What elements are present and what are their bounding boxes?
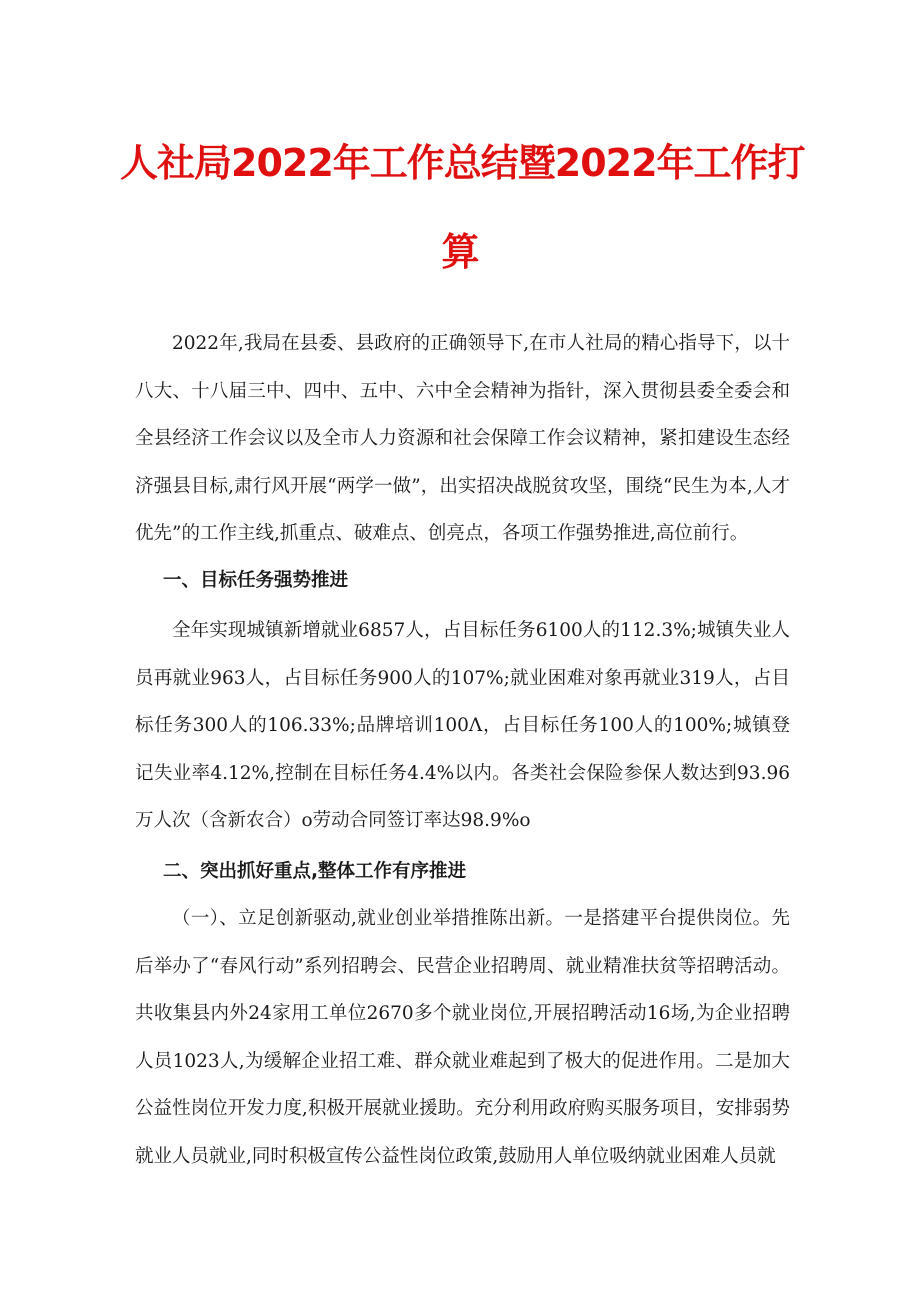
document-title-line-1: 人社局2022年工作总结暨2022年工作打 <box>120 141 805 185</box>
section-2-heading: 二、突出抓好重点,整体工作有序推进 <box>163 861 467 882</box>
section-1-heading: 一、目标任务强势推进 <box>163 570 349 591</box>
document-title-line-2: 算 <box>441 230 479 274</box>
intro-paragraph: 2022年,我局在县委、县政府的正确领导下,在市人社局的精心指导下，以十八大、十八届三中、四中、五中、六中全会精神为指针，深入贯彻县委全委会和全县经济工作会议以及全市人力资源和社会保障工作会议精神，紧扣建设生态经济强县目标,肃行风开展“两学一做”，出实招决战脱贫攻坚，围绕“民生为本,人才优先”的工作主线,抓重点、破难点、创亮点，各项工作强势推进,高位前行。 <box>135 333 790 544</box>
section-2-paragraph: （一）、立足创新驱动,就业创业举措推陈出新。一是搭建平台提供岗位。先后举办了“春风行动”系列招聘会、民营企业招聘周、就业精准扶贫等招聘活动。共收集县内外24家用工单位2670多个就业岗位,开展招聘活动16场,为企业招聘人员1023人,为缓解企业招工难、群众就业难起到了极大的促进作用。二是加大公益性岗位开发力度,积极开展就业援助。充分利用政府购买服务项目，安排弱势就业人员就业,同时积极宣传公益性岗位政策,鼓励用人单位吸纳就业困难人员就 <box>135 908 790 1167</box>
section-1-paragraph: 全年实现城镇新增就业6857人，占目标任务6100人的112.3%;城镇失业人员再就业963人，占目标任务900人的107%;就业困难对象再就业319人，占目标任务300人的106.33%;品牌培训100Λ，占目标任务100人的100%;城镇登记失业率4.12%,控制在目标任务4.4%以内。各类社会保险参保人数达到93.96万人次（含新农合）o劳动合同签订率达98.9%o <box>135 620 790 831</box>
